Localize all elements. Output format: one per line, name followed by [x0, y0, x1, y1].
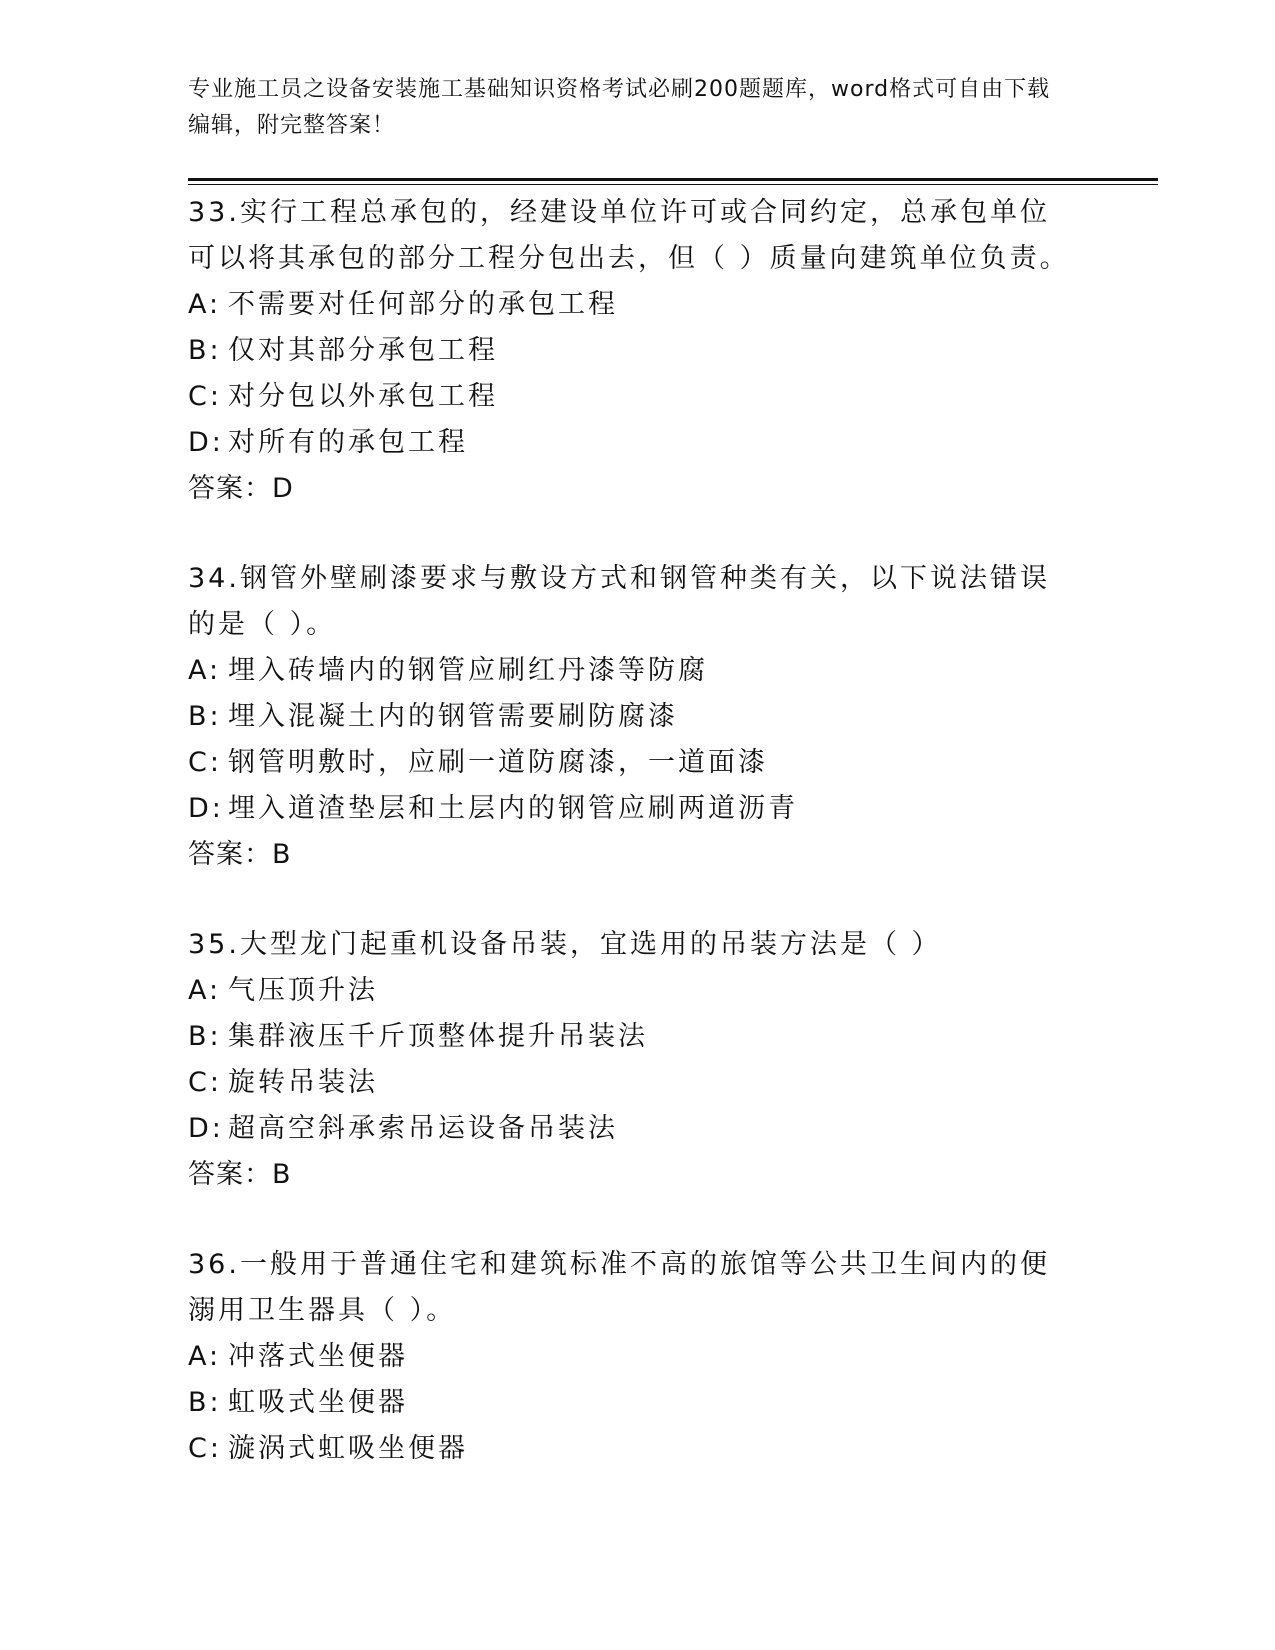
option-b — [188, 328, 1088, 374]
option-letter: A: — [188, 655, 222, 686]
option-text: 埋入道渣垫层和土层内的钢管应刷两道沥青 — [228, 793, 798, 824]
option-text: 钢管明敷时，应刷一道防腐漆，一道面漆 — [228, 747, 768, 778]
option-letter: D: — [188, 427, 224, 458]
question-stem: 33.实行工程总承包的，经建设单位许可或合同约定，总承包单位可以将其承包的部分工程分包出去，但（ ）质量向建筑单位负责。 — [188, 197, 1070, 274]
option-d — [188, 786, 1088, 832]
question-list — [188, 190, 1088, 1516]
option-b — [188, 1014, 1088, 1060]
option-text: 虹吸式坐便器 — [228, 1387, 408, 1418]
header-rule-thick — [188, 178, 1158, 181]
option-b — [188, 1380, 1088, 1426]
option-text: 集群液压千斤顶整体提升吊装法 — [228, 1021, 648, 1052]
option-text: 对所有的承包工程 — [228, 427, 468, 458]
option-c — [188, 740, 1088, 786]
question-35 — [188, 922, 1088, 1198]
header-rule-thin — [188, 184, 1158, 185]
option-a — [188, 282, 1088, 328]
option-a — [188, 648, 1088, 694]
option-letter: B: — [188, 1387, 222, 1418]
question-stem: 34.钢管外壁刷漆要求与敷设方式和钢管种类有关，以下说法错误的是（ ）。 — [188, 563, 1050, 640]
option-a — [188, 1334, 1088, 1380]
option-a — [188, 968, 1088, 1014]
question-stem: 35.大型龙门起重机设备吊装，宜选用的吊装方法是（ ） — [188, 929, 942, 960]
option-c — [188, 1426, 1088, 1472]
option-letter: A: — [188, 289, 222, 320]
option-text: 漩涡式虹吸坐便器 — [228, 1433, 468, 1464]
answer-line: 答案：B — [188, 1159, 292, 1190]
question-stem: 36.一般用于普通住宅和建筑标准不高的旅馆等公共卫生间内的便溺用卫生器具（ ）。 — [188, 1249, 1050, 1326]
option-c — [188, 1060, 1088, 1106]
option-letter: C: — [188, 747, 222, 778]
option-text: 仅对其部分承包工程 — [228, 335, 498, 366]
option-text: 旋转吊装法 — [228, 1067, 378, 1098]
option-letter: B: — [188, 335, 222, 366]
option-letter: D: — [188, 1113, 224, 1144]
option-c — [188, 374, 1088, 420]
option-text: 超高空斜承索吊运设备吊装法 — [228, 1113, 618, 1144]
answer-line: 答案：B — [188, 839, 292, 870]
option-d — [188, 420, 1088, 466]
option-letter: B: — [188, 1021, 222, 1052]
option-text: 冲落式坐便器 — [228, 1341, 408, 1372]
option-b — [188, 694, 1088, 740]
option-text: 埋入砖墙内的钢管应刷红丹漆等防腐 — [228, 655, 708, 686]
option-text: 埋入混凝土内的钢管需要刷防腐漆 — [228, 701, 678, 732]
option-text: 不需要对任何部分的承包工程 — [228, 289, 618, 320]
option-text: 对分包以外承包工程 — [228, 381, 498, 412]
option-letter: A: — [188, 975, 222, 1006]
answer-line: 答案：D — [188, 473, 294, 504]
document-header: 专业施工员之设备安装施工基础知识资格考试必刷200题题库，word格式可自由下载编辑，附完整答案！ — [188, 77, 1051, 138]
option-letter: C: — [188, 1067, 222, 1098]
question-36 — [188, 1242, 1088, 1472]
option-letter: C: — [188, 381, 222, 412]
option-d — [188, 1106, 1088, 1152]
option-letter: C: — [188, 1433, 222, 1464]
question-33 — [188, 190, 1088, 512]
option-text: 气压顶升法 — [228, 975, 378, 1006]
question-34 — [188, 556, 1088, 878]
option-letter: A: — [188, 1341, 222, 1372]
option-letter: B: — [188, 701, 222, 732]
option-letter: D: — [188, 793, 224, 824]
